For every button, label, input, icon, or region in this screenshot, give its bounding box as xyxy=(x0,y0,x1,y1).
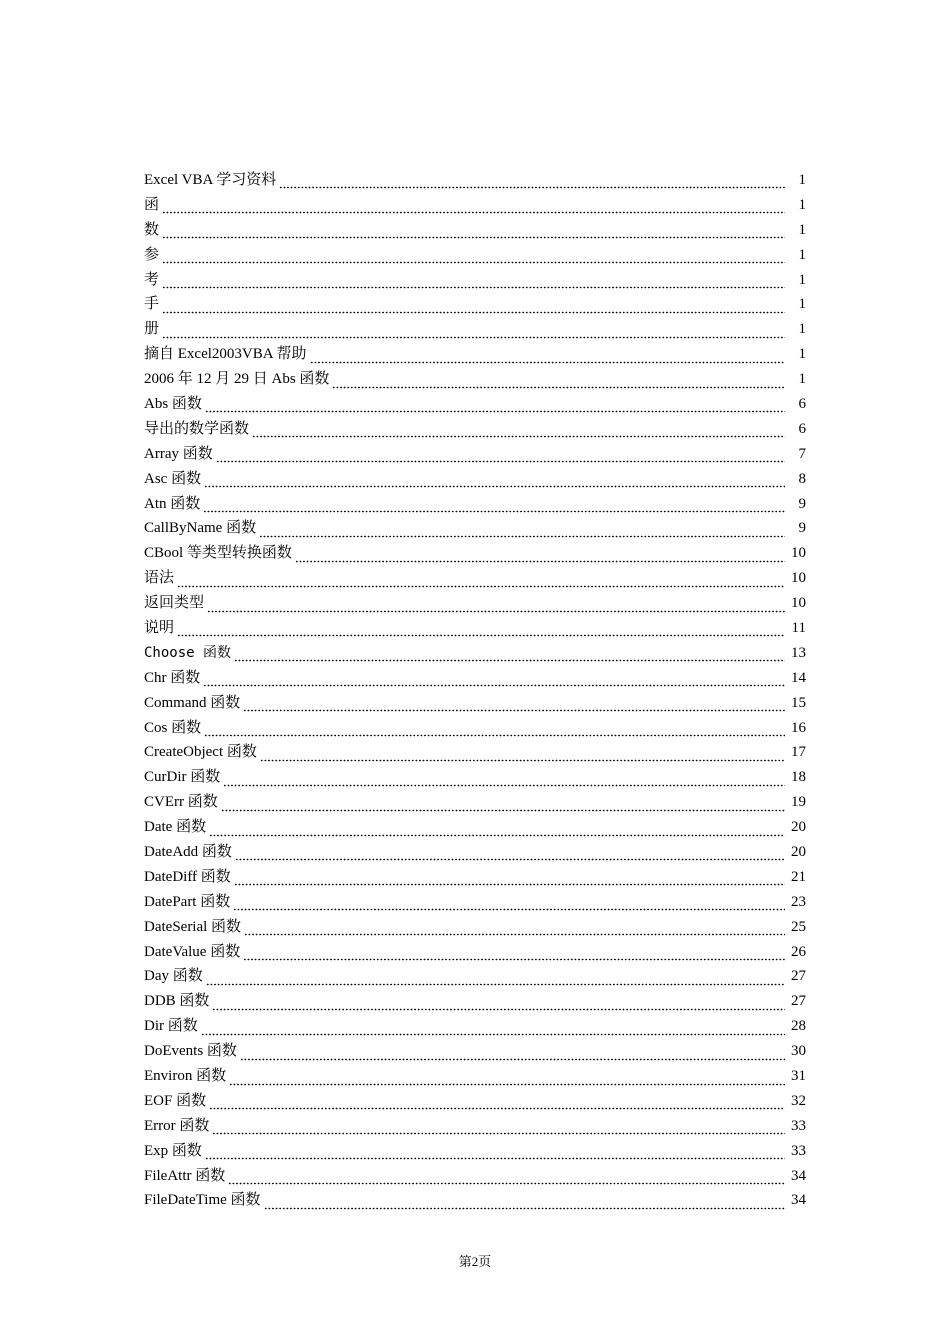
toc-entry[interactable] xyxy=(144,1039,806,1064)
toc-entry-page: 19 xyxy=(791,794,806,811)
toc-dot-leader xyxy=(162,227,785,239)
toc-dot-leader xyxy=(259,526,785,538)
toc-entry[interactable] xyxy=(144,243,806,268)
toc-entry-title: Dir 函数 xyxy=(144,1018,198,1035)
toc-entry-page: 1 xyxy=(798,196,806,213)
toc-entry-title: 摘自 Excel2003VBA 帮助 xyxy=(144,346,307,363)
toc-entry-page: 1 xyxy=(798,221,806,238)
toc-entry-page: 6 xyxy=(798,395,806,412)
toc-entry[interactable] xyxy=(144,342,806,367)
toc-entry[interactable] xyxy=(144,840,806,865)
toc-entry-page: 17 xyxy=(791,744,806,761)
toc-entry[interactable] xyxy=(144,467,806,492)
toc-entry-title: Excel VBA 学习资料 xyxy=(144,171,277,188)
table-of-contents xyxy=(144,168,806,1213)
toc-entry-page: 8 xyxy=(798,470,806,487)
toc-dot-leader xyxy=(243,700,785,712)
toc-dot-leader xyxy=(205,401,785,413)
toc-dot-leader xyxy=(240,1049,785,1061)
toc-entry[interactable] xyxy=(144,989,806,1014)
toc-dot-leader xyxy=(223,775,785,787)
toc-entry-page: 23 xyxy=(791,893,806,910)
toc-entry[interactable] xyxy=(144,591,806,616)
toc-entry-page: 1 xyxy=(798,246,806,263)
toc-dot-leader xyxy=(206,974,785,986)
toc-dot-leader xyxy=(235,849,785,861)
toc-entry[interactable] xyxy=(144,1089,806,1114)
toc-entry-page: 14 xyxy=(791,669,806,686)
toc-dot-leader xyxy=(221,800,785,812)
toc-entry-page: 34 xyxy=(791,1192,806,1209)
toc-entry-title: Command 函数 xyxy=(144,694,241,711)
toc-entry-title: CallByName 函数 xyxy=(144,520,257,537)
toc-dot-leader xyxy=(212,999,785,1011)
toc-entry-title: 数 xyxy=(144,221,160,238)
toc-entry[interactable] xyxy=(144,691,806,716)
toc-entry[interactable] xyxy=(144,193,806,218)
toc-dot-leader xyxy=(216,451,785,463)
toc-entry[interactable] xyxy=(144,1064,806,1089)
toc-entry-title: Exp 函数 xyxy=(144,1142,202,1159)
toc-entry-title: Asc 函数 xyxy=(144,470,202,487)
toc-dot-leader xyxy=(203,501,785,513)
toc-entry-page: 6 xyxy=(798,420,806,437)
toc-entry[interactable] xyxy=(144,1164,806,1189)
toc-entry-page: 13 xyxy=(791,644,806,661)
toc-entry[interactable] xyxy=(144,516,806,541)
toc-entry[interactable] xyxy=(144,541,806,566)
toc-entry-page: 32 xyxy=(791,1092,806,1109)
toc-entry-page: 1 xyxy=(798,296,806,313)
toc-entry-title: DoEvents 函数 xyxy=(144,1043,237,1060)
toc-entry-title: Atn 函数 xyxy=(144,495,201,512)
toc-dot-leader xyxy=(310,352,786,364)
toc-entry[interactable] xyxy=(144,890,806,915)
toc-entry-title: 导出的数学函数 xyxy=(144,420,250,437)
toc-entry[interactable] xyxy=(144,915,806,940)
toc-dot-leader xyxy=(162,202,785,214)
toc-entry-page: 1 xyxy=(798,371,806,388)
toc-entry-page: 25 xyxy=(791,918,806,935)
toc-dot-leader xyxy=(295,551,785,563)
toc-entry[interactable] xyxy=(144,815,806,840)
toc-dot-leader xyxy=(162,252,785,264)
toc-entry-page: 10 xyxy=(791,545,806,562)
toc-entry-title: 册 xyxy=(144,321,160,338)
toc-entry-page: 11 xyxy=(791,619,806,636)
toc-entry-page: 10 xyxy=(791,595,806,612)
toc-entry-page: 1 xyxy=(798,171,806,188)
toc-entry-title: 参 xyxy=(144,246,160,263)
toc-entry-title: Date 函数 xyxy=(144,819,207,836)
toc-entry[interactable] xyxy=(144,392,806,417)
toc-entry-page: 1 xyxy=(798,346,806,363)
toc-entry[interactable] xyxy=(144,790,806,815)
toc-entry[interactable] xyxy=(144,940,806,965)
toc-entry-title: CurDir 函数 xyxy=(144,769,221,786)
toc-entry-page: 27 xyxy=(791,968,806,985)
toc-entry-title: CBool 等类型转换函数 xyxy=(144,545,292,562)
toc-entry-title: CreateObject 函数 xyxy=(144,744,257,761)
toc-entry[interactable] xyxy=(144,442,806,467)
toc-dot-leader xyxy=(209,1098,785,1110)
toc-entry[interactable] xyxy=(144,865,806,890)
toc-entry[interactable] xyxy=(144,716,806,741)
toc-entry-page: 20 xyxy=(791,843,806,860)
toc-entry[interactable] xyxy=(144,566,806,591)
toc-entry-title: 2006 年 12 月 29 日 Abs 函数 xyxy=(144,371,330,388)
toc-dot-leader xyxy=(209,825,785,837)
toc-entry-title: Error 函数 xyxy=(144,1117,210,1134)
toc-entry-title: 函 xyxy=(144,196,160,213)
toc-entry-page: 15 xyxy=(791,694,806,711)
toc-entry[interactable] xyxy=(144,317,806,342)
toc-entry-page: 33 xyxy=(791,1117,806,1134)
toc-entry[interactable] xyxy=(144,1014,806,1039)
toc-entry-title: Environ 函数 xyxy=(144,1068,227,1084)
toc-entry-page: 31 xyxy=(791,1068,806,1084)
toc-dot-leader xyxy=(332,377,785,389)
toc-entry[interactable] xyxy=(144,666,806,691)
toc-entry-title: DateValue 函数 xyxy=(144,943,241,960)
toc-entry-title: 返回类型 xyxy=(144,595,205,612)
toc-entry-page: 21 xyxy=(791,868,806,885)
toc-entry[interactable] xyxy=(144,965,806,990)
toc-dot-leader xyxy=(177,576,785,588)
toc-entry[interactable] xyxy=(144,1114,806,1139)
toc-dot-leader xyxy=(234,874,785,886)
toc-entry-page: 10 xyxy=(791,570,806,587)
toc-entry-page: 1 xyxy=(798,321,806,338)
toc-entry[interactable] xyxy=(144,168,806,193)
toc-dot-leader xyxy=(207,601,785,613)
toc-entry-title: 说明 xyxy=(144,619,175,636)
toc-entry-page: 18 xyxy=(791,769,806,786)
toc-entry-page: 9 xyxy=(798,520,806,537)
toc-dot-leader xyxy=(260,750,785,762)
toc-entry-page: 26 xyxy=(791,943,806,960)
toc-entry-title: DateAdd 函数 xyxy=(144,843,232,860)
toc-entry-title: Choose 函数 xyxy=(144,645,232,662)
toc-entry[interactable] xyxy=(144,218,806,243)
toc-entry-title: DateDiff 函数 xyxy=(144,868,231,885)
toc-dot-leader xyxy=(162,302,785,314)
toc-entry-title: 语法 xyxy=(144,570,175,587)
toc-dot-leader xyxy=(279,177,785,189)
toc-entry-page: 1 xyxy=(798,271,806,288)
toc-entry-title: DDB 函数 xyxy=(144,993,210,1010)
toc-dot-leader xyxy=(228,1173,785,1185)
toc-entry[interactable] xyxy=(144,765,806,790)
toc-entry-title: Chr 函数 xyxy=(144,669,201,686)
toc-entry[interactable] xyxy=(144,616,806,641)
toc-entry-title: EOF 函数 xyxy=(144,1092,207,1109)
toc-entry-page: 30 xyxy=(791,1043,806,1060)
toc-entry-page: 28 xyxy=(791,1018,806,1035)
toc-entry-title: FileAttr 函数 xyxy=(144,1167,226,1184)
toc-entry-title: 手 xyxy=(144,296,160,313)
toc-entry-page: 27 xyxy=(791,993,806,1010)
toc-entry[interactable] xyxy=(144,740,806,765)
toc-entry-title: DateSerial 函数 xyxy=(144,918,242,935)
toc-dot-leader xyxy=(204,476,785,488)
toc-entry-page: 16 xyxy=(791,719,806,736)
toc-entry-title: Abs 函数 xyxy=(144,395,202,412)
toc-entry-page: 7 xyxy=(798,445,806,462)
toc-dot-leader xyxy=(201,1024,785,1036)
toc-entry-title: FileDateTime 函数 xyxy=(144,1192,261,1209)
toc-entry-title: Day 函数 xyxy=(144,968,203,985)
toc-entry-page: 9 xyxy=(798,495,806,512)
toc-entry[interactable] xyxy=(144,268,806,293)
toc-dot-leader xyxy=(243,949,785,961)
toc-dot-leader xyxy=(203,675,785,687)
toc-dot-leader xyxy=(229,1074,785,1086)
toc-dot-leader xyxy=(204,725,785,737)
toc-dot-leader xyxy=(177,625,785,637)
toc-dot-leader xyxy=(205,1148,785,1160)
toc-entry-title: DatePart 函数 xyxy=(144,893,231,910)
toc-entry[interactable] xyxy=(144,1189,806,1214)
toc-entry-title: Cos 函数 xyxy=(144,719,202,736)
toc-entry[interactable] xyxy=(144,292,806,317)
toc-dot-leader xyxy=(233,899,785,911)
toc-entry[interactable] xyxy=(144,492,806,517)
toc-entry[interactable] xyxy=(144,417,806,442)
toc-entry-title: CVErr 函数 xyxy=(144,794,218,811)
toc-entry-page: 34 xyxy=(791,1167,806,1184)
toc-dot-leader xyxy=(212,1123,785,1135)
toc-entry-page: 33 xyxy=(791,1142,806,1159)
toc-dot-leader xyxy=(244,924,785,936)
toc-dot-leader xyxy=(252,426,785,438)
toc-dot-leader xyxy=(234,650,785,662)
toc-dot-leader xyxy=(162,277,785,289)
toc-entry[interactable] xyxy=(144,367,806,392)
toc-dot-leader xyxy=(162,327,785,339)
toc-entry[interactable] xyxy=(144,641,806,666)
toc-entry-page: 20 xyxy=(791,819,806,836)
toc-entry[interactable] xyxy=(144,1139,806,1164)
page-footer: 第2页 xyxy=(458,1254,492,1269)
toc-dot-leader xyxy=(264,1198,785,1210)
toc-entry-title: Array 函数 xyxy=(144,445,213,462)
toc-entry-title: 考 xyxy=(144,271,160,288)
